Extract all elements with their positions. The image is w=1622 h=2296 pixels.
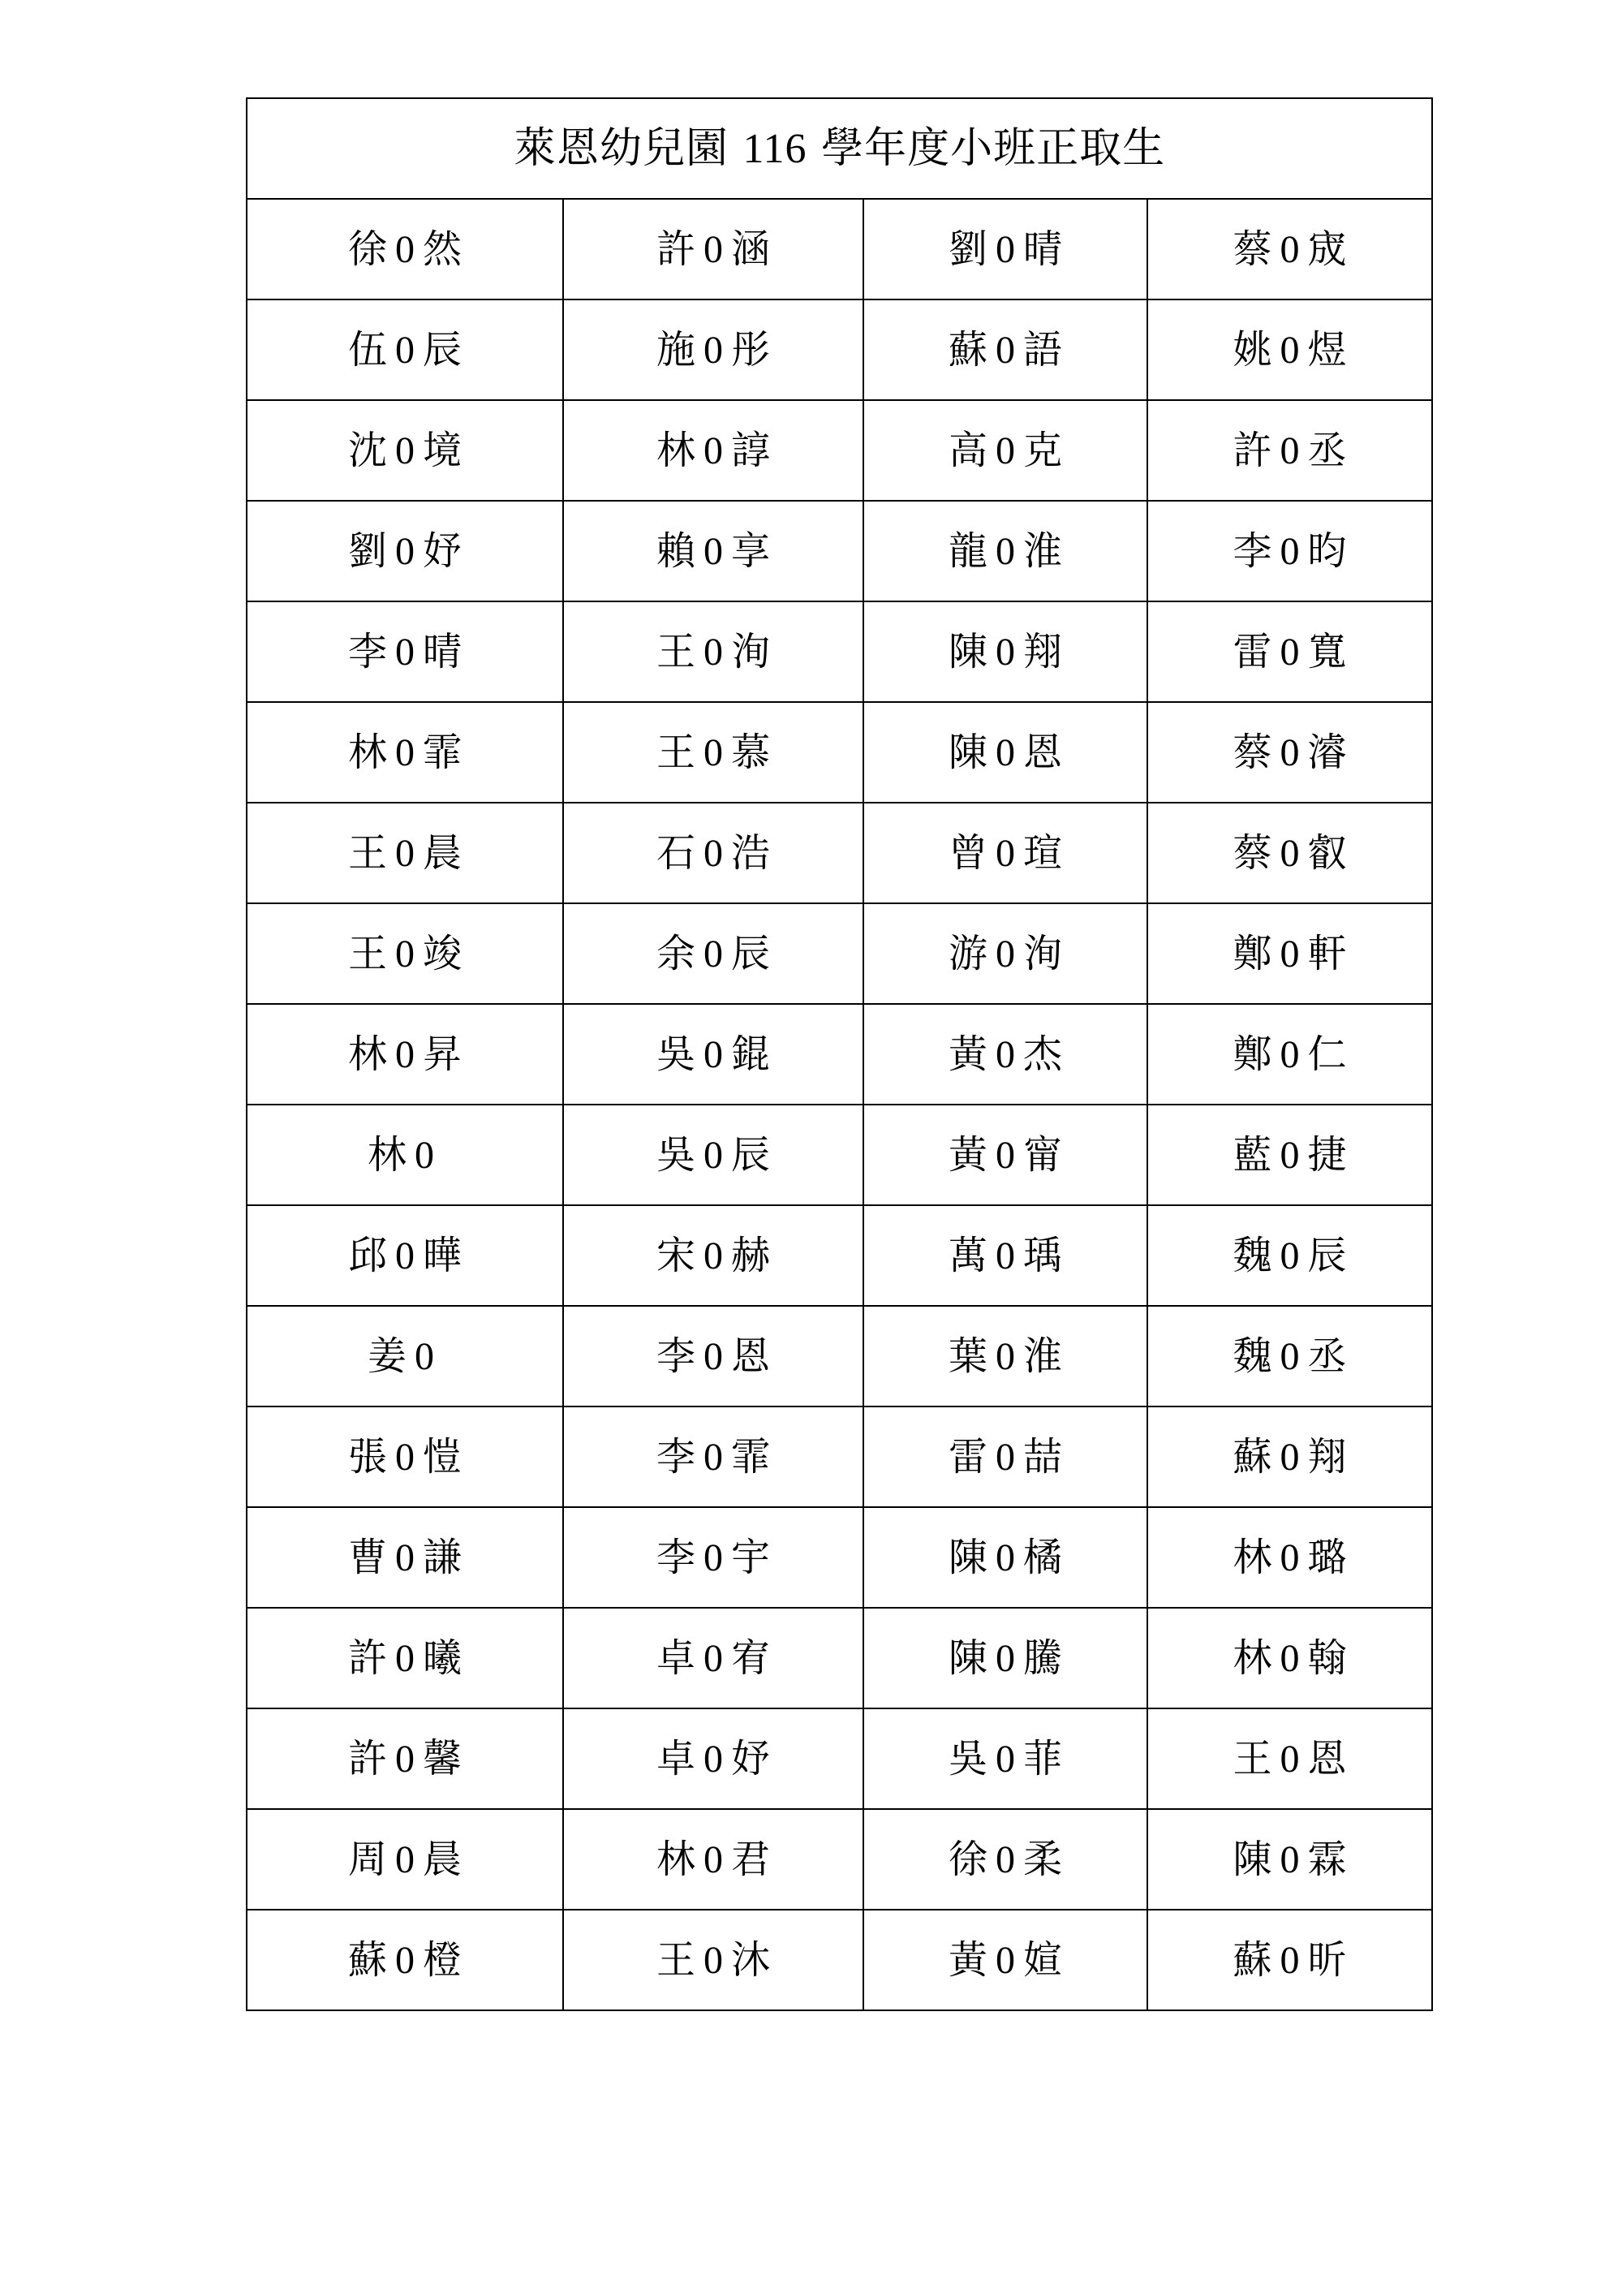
student-name-cell: 沈 0 境 [247, 400, 563, 501]
student-name-cell: 余 0 辰 [563, 903, 863, 1004]
student-name-cell: 許 0 丞 [1147, 400, 1432, 501]
student-name-cell: 施 0 彤 [563, 299, 863, 400]
student-name-cell: 蔡 0 叡 [1147, 803, 1432, 903]
student-name-cell: 陳 0 橘 [863, 1507, 1147, 1608]
student-name-cell: 李 0 晴 [247, 601, 563, 702]
student-name-cell: 蔡 0 濬 [1147, 702, 1432, 803]
table-row [247, 1205, 1432, 1306]
student-name-cell: 蘇 0 語 [863, 299, 1147, 400]
student-name-cell: 姜 0 [247, 1306, 563, 1406]
student-name-cell: 曾 0 瑄 [863, 803, 1147, 903]
student-name-cell: 龍 0 淮 [863, 501, 1147, 601]
student-name-cell: 劉 0 妤 [247, 501, 563, 601]
table-row [247, 199, 1432, 299]
student-name-cell: 伍 0 辰 [247, 299, 563, 400]
student-name-cell: 賴 0 享 [563, 501, 863, 601]
roster-body [247, 199, 1432, 2010]
table-row [247, 1507, 1432, 1608]
student-name-cell: 林 0 霏 [247, 702, 563, 803]
student-name-cell: 雷 0 寬 [1147, 601, 1432, 702]
student-name-cell: 王 0 晨 [247, 803, 563, 903]
student-name-cell: 周 0 晨 [247, 1809, 563, 1910]
student-name-cell: 許 0 馨 [247, 1708, 563, 1809]
student-name-cell: 李 0 霏 [563, 1406, 863, 1507]
table-row [247, 400, 1432, 501]
student-name-cell: 王 0 竣 [247, 903, 563, 1004]
title-year: 116 [742, 125, 807, 172]
student-name-cell: 李 0 宇 [563, 1507, 863, 1608]
student-name-cell: 鄭 0 仁 [1147, 1004, 1432, 1105]
student-name-cell: 陳 0 騰 [863, 1608, 1147, 1708]
table-row [247, 501, 1432, 601]
student-name-cell: 吳 0 菲 [863, 1708, 1147, 1809]
table-row [247, 299, 1432, 400]
student-name-cell: 雷 0 喆 [863, 1406, 1147, 1507]
student-name-cell: 萬 0 瑀 [863, 1205, 1147, 1306]
student-name-cell: 劉 0 晴 [863, 199, 1147, 299]
student-name-cell: 王 0 沐 [563, 1910, 863, 2010]
student-name-cell: 姚 0 煜 [1147, 299, 1432, 400]
student-name-cell: 許 0 涵 [563, 199, 863, 299]
title-prefix: 萊恩幼兒園 [513, 123, 729, 173]
admission-list-sheet [246, 97, 1431, 2011]
title-row [247, 98, 1432, 199]
student-name-cell: 曹 0 謙 [247, 1507, 563, 1608]
student-name-cell: 高 0 克 [863, 400, 1147, 501]
student-name-cell: 蘇 0 橙 [247, 1910, 563, 2010]
student-name-cell: 林 0 諄 [563, 400, 863, 501]
student-name-cell: 黃 0 甯 [863, 1105, 1147, 1205]
student-name-cell: 黃 0 媗 [863, 1910, 1147, 2010]
student-name-cell: 徐 0 柔 [863, 1809, 1147, 1910]
student-name-cell: 吳 0 錕 [563, 1004, 863, 1105]
table-row [247, 1708, 1432, 1809]
table-row [247, 903, 1432, 1004]
student-name-cell: 蘇 0 昕 [1147, 1910, 1432, 2010]
student-name-cell: 藍 0 捷 [1147, 1105, 1432, 1205]
student-name-cell: 陳 0 翔 [863, 601, 1147, 702]
student-name-cell: 李 0 恩 [563, 1306, 863, 1406]
student-name-cell: 林 0 璐 [1147, 1507, 1432, 1608]
student-name-cell: 王 0 洵 [563, 601, 863, 702]
student-name-cell: 魏 0 辰 [1147, 1205, 1432, 1306]
student-name-cell: 陳 0 恩 [863, 702, 1147, 803]
student-name-cell: 宋 0 赫 [563, 1205, 863, 1306]
student-name-cell: 王 0 恩 [1147, 1708, 1432, 1809]
student-name-cell: 吳 0 辰 [563, 1105, 863, 1205]
table-row [247, 1910, 1432, 2010]
student-name-cell: 邱 0 曄 [247, 1205, 563, 1306]
table-row [247, 702, 1432, 803]
student-name-cell: 石 0 浩 [563, 803, 863, 903]
table-row [247, 1105, 1432, 1205]
student-name-cell: 王 0 慕 [563, 702, 863, 803]
student-name-cell: 林 0 君 [563, 1809, 863, 1910]
student-name-cell: 張 0 愷 [247, 1406, 563, 1507]
student-name-cell: 卓 0 妤 [563, 1708, 863, 1809]
student-name-cell: 陳 0 霖 [1147, 1809, 1432, 1910]
table-row [247, 803, 1432, 903]
table-row [247, 1004, 1432, 1105]
table-row [247, 1306, 1432, 1406]
student-name-cell: 林 0 [247, 1105, 563, 1205]
student-name-cell: 林 0 翰 [1147, 1608, 1432, 1708]
student-name-cell: 林 0 昇 [247, 1004, 563, 1105]
admission-table [246, 97, 1433, 2011]
table-title [247, 98, 1432, 199]
student-name-cell: 鄭 0 軒 [1147, 903, 1432, 1004]
student-name-cell: 蔡 0 宬 [1147, 199, 1432, 299]
student-name-cell: 許 0 曦 [247, 1608, 563, 1708]
title-suffix: 學年度小班正取生 [821, 123, 1166, 173]
student-name-cell: 李 0 昀 [1147, 501, 1432, 601]
student-name-cell: 魏 0 丞 [1147, 1306, 1432, 1406]
student-name-cell: 黃 0 杰 [863, 1004, 1147, 1105]
table-row [247, 1406, 1432, 1507]
table-row [247, 1608, 1432, 1708]
student-name-cell: 葉 0 淮 [863, 1306, 1147, 1406]
student-name-cell: 徐 0 然 [247, 199, 563, 299]
table-row [247, 1809, 1432, 1910]
student-name-cell: 蘇 0 翔 [1147, 1406, 1432, 1507]
table-row [247, 601, 1432, 702]
student-name-cell: 卓 0 宥 [563, 1608, 863, 1708]
student-name-cell: 游 0 洵 [863, 903, 1147, 1004]
